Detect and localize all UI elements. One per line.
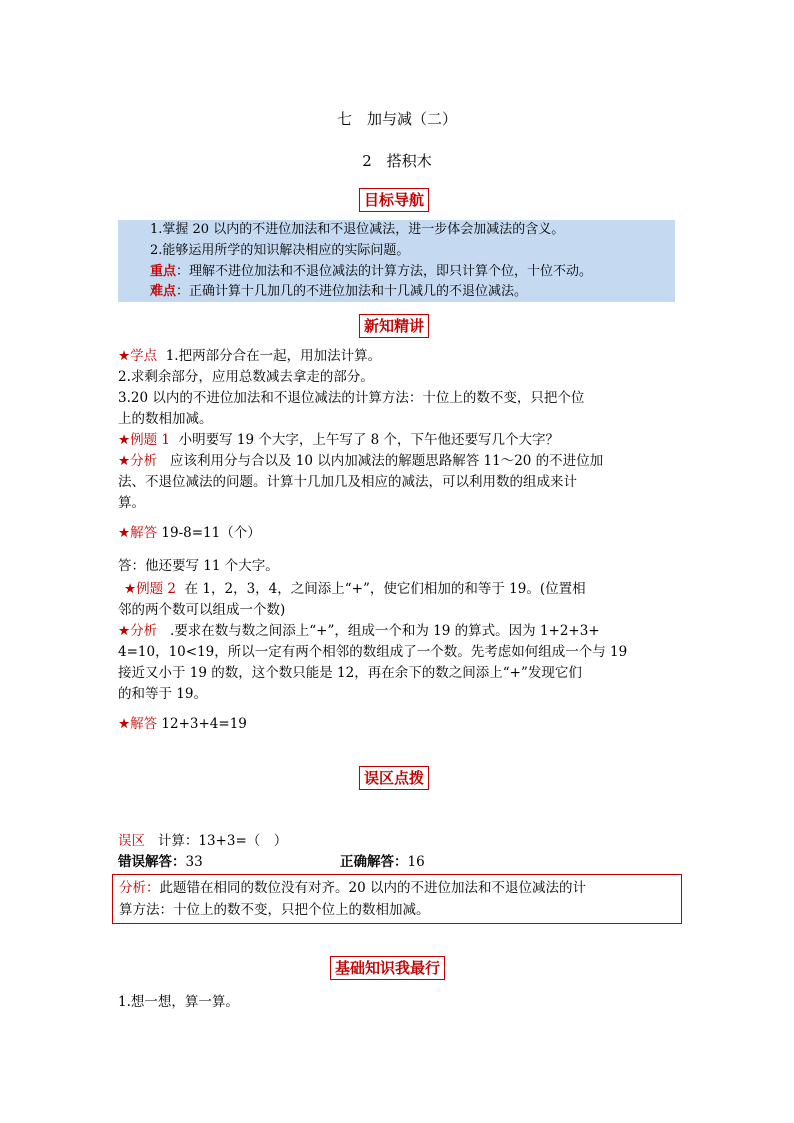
difficulty-text: ：正确计算十几加几的不进位加法和十几减几的不退位减法。	[176, 284, 528, 299]
solution-2-text: 12+3+4=19	[161, 716, 247, 732]
goal-item-1: 1.掌握 20 以内的不进位加法和不退位减法，进一步体会加减法的含义。	[150, 222, 565, 237]
lesson-title: 2 搭积木	[362, 152, 432, 170]
answer-1: 答：他还要写 11 个大字。	[118, 558, 279, 574]
star-icon: ★	[118, 623, 131, 639]
analysis-1-text-a: 应该利用分与合以及 10 以内加减法的解题思路解答 11～20 的不进位加	[169, 453, 604, 469]
example-2-label: 例题 2	[136, 581, 176, 597]
analysis-2-line-1	[118, 621, 600, 641]
solution-1	[118, 523, 261, 543]
solution-1-label: 解答	[130, 525, 158, 541]
star-icon: ★	[118, 432, 131, 448]
study-point-2: 2.求剩余部分，应用总数减去拿走的部分。	[118, 369, 374, 385]
basic-item-1: 1.想一想，算一算。	[118, 994, 239, 1010]
analysis-2-label: 分析	[130, 623, 158, 639]
mistake-analysis-label: 分析：	[119, 880, 160, 896]
study-point-3a: 3.20 以内的不进位加法和不退位减法的计算方法：十位上的数不变，只把个位	[118, 390, 585, 406]
analysis-1-line-1	[118, 451, 603, 471]
solution-1-text: 19-8=11（个）	[161, 525, 261, 541]
mistake-answers	[118, 852, 203, 872]
solution-2	[118, 714, 247, 734]
key-point-text: ：理解不进位加法和不退位减法的计算方法，即只计算个位，十位不动。	[176, 264, 593, 279]
study-point-1: 1.把两部分合在一起，用加法计算。	[165, 348, 382, 364]
example-1	[118, 430, 559, 450]
mistake-analysis-box	[112, 874, 682, 924]
right-answer-label: 正确解答：	[340, 854, 408, 870]
solution-2-label: 解答	[130, 716, 158, 732]
difficulty-label: 难点	[150, 284, 177, 299]
goal-difficulty	[150, 282, 527, 302]
goals-section-title: 目标导航	[359, 188, 429, 212]
star-icon: ★	[118, 716, 131, 732]
analysis-2-text-c: 接近又小于 19 的数，这个数只能是 12，再在余下的数之间添上“+”发现它们	[118, 665, 582, 681]
goals-box	[118, 220, 675, 302]
mistake-question	[118, 831, 287, 851]
analysis-1-text-c: 算。	[118, 495, 145, 511]
example-2-text-a: 在 1，2，3，4，之间添上“+”，使它们相加的和等于 19。(位置相	[184, 581, 586, 597]
basic-section-title: 基础知识我最行	[330, 956, 445, 980]
analysis-1-label: 分析	[130, 453, 158, 469]
right-answer-value: 16	[407, 854, 425, 870]
mistake-analysis-text-b: 算方法：十位上的数不变，只把个位上的数相加减。	[119, 902, 430, 918]
goal-item-2: 2.能够运用所学的知识解决相应的实际问题。	[150, 243, 410, 258]
mistake-analysis-line-2	[119, 900, 430, 920]
mistake-label: 误区	[118, 833, 145, 849]
star-icon: ★	[118, 348, 131, 364]
study-point-label: 学点	[130, 348, 158, 364]
star-icon: ★	[124, 581, 137, 597]
goal-key-point	[150, 262, 592, 282]
study-point-3b: 上的数相加减。	[118, 411, 213, 427]
chapter-title: 七 加与减（二）	[336, 110, 457, 128]
analysis-1-text-b: 法、不退位减法的问题。计算十几加几及相应的减法，可以利用数的组成来计	[118, 474, 577, 490]
star-icon: ★	[118, 525, 131, 541]
analysis-2-text-b: 4=10，10<19，所以一定有两个相邻的数组成了一个数。先考虑如何组成一个与 19	[118, 644, 628, 660]
example-2-line-1	[124, 579, 586, 599]
example-1-label: 例题 1	[130, 432, 170, 448]
key-point-label: 重点	[150, 264, 177, 279]
mistake-section-title: 误区点拨	[359, 766, 429, 790]
mistake-question-text: 计算：13+3=（ ）	[157, 833, 288, 849]
example-2-text-b: 邻的两个数可以组成一个数)	[118, 602, 286, 618]
new-knowledge-section-title: 新知精讲	[359, 314, 429, 338]
wrong-answer-label: 错误解答：	[118, 854, 186, 870]
analysis-2-text-d: 的和等于 19。	[118, 686, 207, 702]
study-point-line-1	[118, 346, 381, 366]
star-icon: ★	[118, 453, 131, 469]
right-answer	[340, 852, 425, 872]
mistake-analysis-line-1	[119, 878, 586, 898]
example-1-text: 小明要写 19 个大字，上午写了 8 个，下午他还要写几个大字？	[178, 432, 560, 448]
wrong-answer-value: 33	[185, 854, 203, 870]
mistake-analysis-text-a: 此题错在相同的数位没有对齐。20 以内的不进位加法和不退位减法的计	[159, 880, 586, 896]
analysis-2-text-a: .要求在数与数之间添上“+”，组成一个和为 19 的算式。因为 1+2+3+	[169, 623, 600, 639]
